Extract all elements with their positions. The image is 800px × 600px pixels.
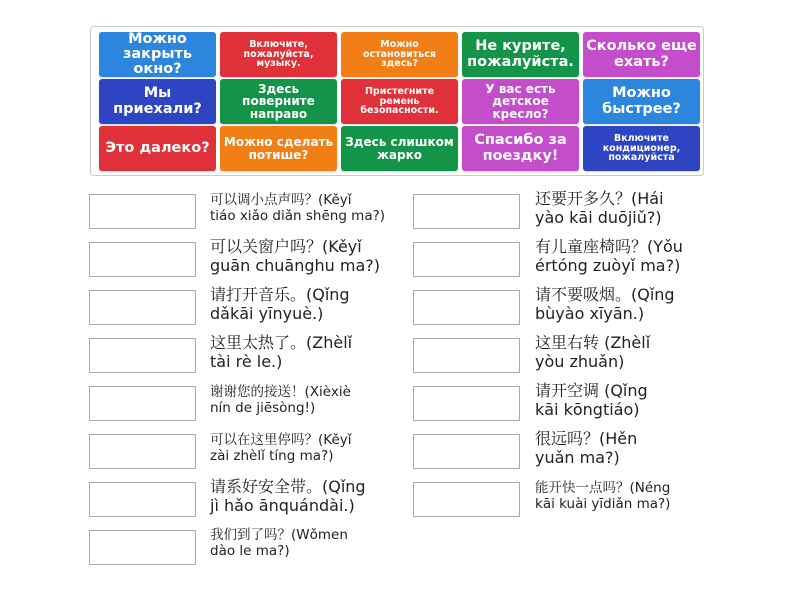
- drop-target-slot[interactable]: [413, 194, 520, 229]
- drop-target-slot[interactable]: [89, 482, 196, 517]
- target-label: 有儿童座椅吗？(Yǒu értóng zuòyǐ ma?): [535, 237, 683, 276]
- target-label: 能开快一点吗？(Néng kāi kuài yīdiǎn ma?): [535, 480, 671, 513]
- answer-tile[interactable]: Пристегните ремень безопасности.: [341, 79, 458, 124]
- drop-target-slot[interactable]: [413, 434, 520, 469]
- answer-tile[interactable]: Здесь поверните направо: [220, 79, 337, 124]
- answer-tile-bank: [90, 26, 704, 176]
- answer-tile[interactable]: Можно закрыть окно?: [99, 32, 216, 77]
- drop-target-slot[interactable]: [413, 386, 520, 421]
- drop-target-slot[interactable]: [413, 290, 520, 325]
- target-label: 请打开音乐。(Qǐng dǎkāi yīnyuè.): [210, 285, 350, 324]
- target-label: 很远吗？(Hěn yuǎn ma?): [535, 429, 638, 468]
- answer-tile[interactable]: Мы приехали?: [99, 79, 216, 124]
- answer-tile[interactable]: Спасибо за поездку!: [462, 126, 579, 171]
- target-label: 谢谢您的接送！(Xièxiè nín de jiēsòng!): [210, 384, 351, 417]
- drop-target-slot[interactable]: [89, 338, 196, 373]
- target-label: 可以关窗户吗？(Kěyǐ guān chuānghu ma?): [210, 237, 380, 276]
- target-label: 可以在这里停吗？(Kěyǐ zài zhèlǐ tíng ma?): [210, 432, 352, 465]
- answer-tile[interactable]: Включите, пожалуйста, музыку.: [220, 32, 337, 77]
- answer-tile[interactable]: Это далеко?: [99, 126, 216, 171]
- answer-tile[interactable]: Можно остановиться здесь?: [341, 32, 458, 77]
- answer-tile[interactable]: Не курите, пожалуйста.: [462, 32, 579, 77]
- answer-tile[interactable]: У вас есть детское кресло?: [462, 79, 579, 124]
- drop-target-slot[interactable]: [89, 290, 196, 325]
- answer-tile[interactable]: Здесь слишком жарко: [341, 126, 458, 171]
- drop-target-slot[interactable]: [413, 242, 520, 277]
- target-label: 可以调小点声吗？(Kěyǐ tiáo xiǎo diǎn shēng ma?): [210, 192, 386, 225]
- target-label: 这里太热了。(Zhèlǐ tài rè le.): [210, 333, 353, 372]
- target-label: 请系好安全带。(Qǐng jì hǎo ānquándài.): [210, 477, 366, 516]
- drop-target-slot[interactable]: [413, 482, 520, 517]
- target-label: 请不要吸烟。(Qǐng bùyào xīyān.): [535, 285, 675, 324]
- answer-tile[interactable]: Включите кондиционер, пожалуйста: [583, 126, 700, 171]
- drop-target-slot[interactable]: [89, 434, 196, 469]
- answer-tile[interactable]: Можно сделать потише?: [220, 126, 337, 171]
- answer-tile[interactable]: Можно быстрее?: [583, 79, 700, 124]
- drop-target-slot[interactable]: [89, 386, 196, 421]
- target-label: 我们到了吗？(Wǒmen dào le ma?): [210, 527, 348, 560]
- drop-target-slot[interactable]: [413, 338, 520, 373]
- answer-tile[interactable]: Сколько еще ехать?: [583, 32, 700, 77]
- drop-target-slot[interactable]: [89, 194, 196, 229]
- target-label: 这里右转 (Zhèlǐ yòu zhuǎn): [535, 333, 651, 372]
- drop-target-slot[interactable]: [89, 530, 196, 565]
- target-label: 请开空调 (Qǐng kāi kōngtiáo): [535, 381, 648, 420]
- target-label: 还要开多久？(Hái yào kāi duōjiǔ?): [535, 189, 664, 228]
- drop-target-slot[interactable]: [89, 242, 196, 277]
